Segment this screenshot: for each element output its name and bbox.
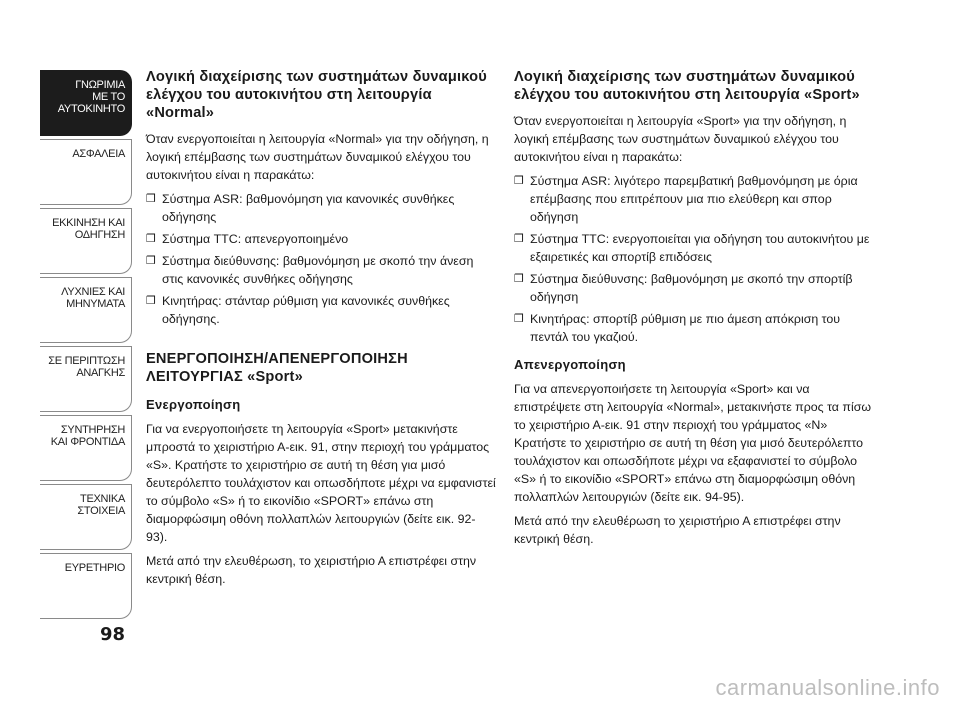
tab-warning-lights[interactable]: ΛΥΧΝΙΕΣ ΚΑΙ ΜΗΝΥΜΑΤΑ bbox=[40, 277, 132, 343]
chapter-tabs bbox=[40, 70, 132, 622]
list-item: ❒ Σύστημα ASR: βαθμονόμηση για κανονικές συνθήκες οδήγησης bbox=[146, 190, 496, 226]
section-title: ΕΝΕΡΓΟΠΟΙΗΣΗ/ΑΠΕΝΕΡΓΟΠΟΙΗΣΗ ΛΕΙΤΟΥΡΓΙΑΣ «Sport» bbox=[146, 351, 408, 385]
activation-text: Για να ενεργοποιήσετε τη λειτουργία «Sport» μετακινήστε μπροστά το χειριστήριο Α-εικ. 91, στην περιοχή του γράμματος «S». Κρατήστε το χειριστήριο σε αυτή τη θέση για μισό δευτερόλεπτο τουλάχιστον και οπωσδήποτε μέχρι να εμφανιστεί το σύμβολο «S» ή το εικονίδιο «SPORT» επάνω στη διαμορφώσιμη οθόνη πολλαπλών λειτουργιών (δείτε εικ. 92-93). bbox=[146, 422, 496, 544]
deactivation-text: Για να απενεργοποιήσετε τη λειτουργία «Sport» και να επιστρέψετε στη λειτουργία «Normal», μετακινήστε προς τα πίσω το χειριστήριο Α-εικ. 91 στην περιοχή του γράμματος «N» Κρατήστε το χειριστήριο σε αυτή τη θέση για μισό δευτερόλεπτο τουλάχιστον και οπωσδήποτε μέχρι να εξαφανιστεί το σύμβολο «S» ή το εικονίδιο «SPORT» επάνω στη διαμορφώσιμη οθόνη πολλαπλών λειτουργιών (δείτε εικ. 94-95). bbox=[514, 382, 872, 504]
activation-heading: Ενεργοποίηση bbox=[146, 397, 241, 412]
left-title: Λογική διαχείρισης των συστημάτων δυναμικού ελέγχου του αυτοκινήτου στη λειτουργία «Normal» bbox=[146, 69, 487, 121]
deactivation-release-text: Μετά από την ελευθέρωση το χειριστήριο Α επιστρέφει στην κεντρική θέση. bbox=[514, 514, 841, 546]
tab-maintenance[interactable]: ΣΥΝΤΗΡΗΣΗ ΚΑΙ ΦΡΟΝΤΙΔΑ bbox=[40, 415, 132, 481]
tab-starting-driving[interactable]: ΕΚΚΙΝΗΣΗ ΚΑΙ ΟΔΗΓΗΣΗ bbox=[40, 208, 132, 274]
list-item: ❒ Σύστημα ASR: λιγότερο παρεμβατική βαθμονόμηση με όρια επέμβασης που επιτρέπουν μια πιο ελεύθερη και σπορ οδήγηση bbox=[514, 172, 874, 226]
right-intro: Όταν ενεργοποιείται η λειτουργία «Sport» για την οδήγηση, η λογική επέμβασης των συστημάτων δυναμικού ελέγχου του αυτοκινήτου είναι η παρακάτω: bbox=[514, 114, 847, 164]
list-item: ❒ Σύστημα διεύθυνσης: βαθμονόμηση με σκοπό την άνεση στις κανονικές συνθήκες οδήγησης bbox=[146, 252, 496, 288]
right-column bbox=[514, 68, 874, 554]
list-item: ❒ Σύστημα TTC: ενεργοποιείται για οδήγηση του αυτοκινήτου με εξαιρετικές και σπορτίβ επιδόσεις bbox=[514, 230, 874, 266]
watermark: carmanualsonline.info bbox=[715, 675, 940, 700]
list-item: ❒ Κινητήρας: σπορτίβ ρύθμιση με πιο άμεση απόκριση του πεντάλ του γκαζιού. bbox=[514, 310, 874, 346]
page-number: 98 bbox=[100, 624, 126, 645]
tab-emergency[interactable]: ΣΕ ΠΕΡΙΠΤΩΣΗ ΑΝΑΓΚΗΣ bbox=[40, 346, 132, 412]
right-list bbox=[514, 172, 874, 346]
tab-technical-data[interactable]: ΤΕΧΝΙΚΑ ΣΤΟΙΧΕΙΑ bbox=[40, 484, 132, 550]
list-item: ❒ Σύστημα διεύθυνσης: βαθμονόμηση με σκοπό την σπορτίβ οδήγηση bbox=[514, 270, 874, 306]
left-list bbox=[146, 190, 496, 328]
right-title: Λογική διαχείρισης των συστημάτων δυναμικού ελέγχου του αυτοκινήτου στη λειτουργία «Sport» bbox=[514, 69, 860, 103]
activation-release-text: Μετά από την ελευθέρωση, το χειριστήριο Α επιστρέφει στην κεντρική θέση. bbox=[146, 554, 477, 586]
left-intro: Όταν ενεργοποιείται η λειτουργία «Normal» για την οδήγηση, η λογική επέμβασης των συστημάτων δυναμικού ελέγχου του αυτοκινήτου είναι η παρακάτω: bbox=[146, 132, 489, 182]
deactivation-heading: Απενεργοποίηση bbox=[514, 357, 626, 372]
list-item: ❒ Σύστημα TTC: απενεργοποιημένο bbox=[146, 230, 496, 248]
left-column bbox=[146, 68, 496, 594]
tab-safety[interactable]: ΑΣΦΑΛΕΙΑ bbox=[40, 139, 132, 205]
tab-index[interactable]: ΕΥΡΕΤΗΡΙΟ bbox=[40, 553, 132, 619]
tab-getting-to-know[interactable]: ΓΝΩΡΙΜΙΑ ΜΕ ΤΟ ΑΥΤΟΚΙΝΗΤΟ bbox=[40, 70, 132, 136]
list-item: ❒ Κινητήρας: στάνταρ ρύθμιση για κανονικές συνθήκες οδήγησης. bbox=[146, 292, 496, 328]
